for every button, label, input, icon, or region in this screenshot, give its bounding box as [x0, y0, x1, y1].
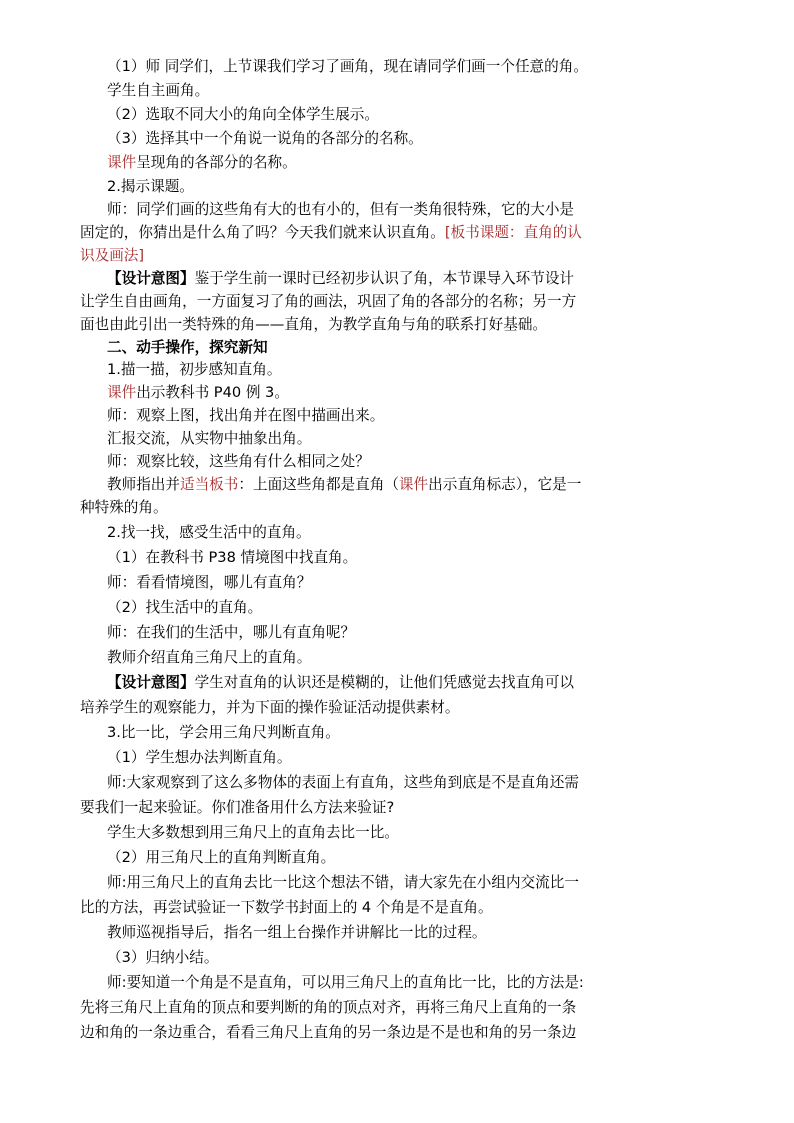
text-run: 2.找一找，感受生活中的直角。: [107, 524, 311, 541]
text-run: 教师巡视指导后，指名一组上台操作并讲解比一比的过程。: [107, 924, 487, 941]
text-run: 2.揭示课题。: [107, 178, 194, 195]
text-run: 汇报交流，从实物中抽象出角。: [107, 430, 312, 447]
text-run: 要我们一起来验证。你们准备用什么方法来验证?: [80, 799, 395, 816]
text-run: （1）在教科书 P38 情境图中找直角。: [107, 549, 358, 566]
text-line: [107, 430, 311, 448]
text-line: [107, 774, 579, 792]
text-line: [107, 476, 581, 494]
text-run: （1）学生想办法判断直角。: [107, 749, 292, 766]
text-line: [107, 154, 297, 172]
text-run: 边和角的一条边重合，看看三角尺上直角的另一条边是不是也和角的另一条边: [80, 1024, 577, 1041]
text-run: 师：看看情境图，哪儿有直角？: [107, 574, 312, 591]
text-run: 教师指出并: [107, 476, 180, 493]
text-run: （2）找生活中的直角。: [107, 599, 263, 616]
text-line: [107, 407, 384, 425]
text-run: 教师介绍直角三角尺上的直角。: [107, 649, 312, 666]
highlighted-text: 适当板书: [179, 476, 239, 493]
text-line: [80, 499, 168, 517]
text-run: 3.比一比，学会用三角尺判断直角。: [107, 724, 340, 741]
text-run: 学生对直角的认识还是模糊的，让他们凭感觉去找直角可以: [194, 674, 575, 691]
text-line: [107, 874, 579, 892]
highlighted-text: [板书课题：直角的认: [444, 224, 582, 241]
text-line: [107, 649, 311, 667]
text-line: [80, 999, 576, 1017]
text-line: [107, 924, 486, 942]
bold-text: 【设计意图】: [107, 674, 195, 691]
text-line: [107, 270, 574, 288]
bold-text: 【设计意图】: [107, 270, 195, 287]
highlighted-text: 课件: [107, 154, 137, 171]
text-line: [107, 453, 370, 471]
text-run: （3）归纳小结。: [107, 949, 219, 966]
text-run: （2）选取不同大小的角向全体学生展示。: [107, 106, 379, 123]
highlighted-text: 课件: [398, 476, 429, 493]
text-run: 比的方法，再尝试验证一下数学书封面上的 4 个角是不是直角。: [80, 899, 493, 916]
text-run: 师：观察上图，找出角并在图中描画出来。: [107, 407, 385, 424]
text-line: [107, 974, 584, 992]
text-line: [107, 574, 311, 592]
text-run: （2）用三角尺上的直角判断直角。: [107, 849, 336, 866]
text-line: [107, 674, 574, 692]
text-run: （3）选择其中一个角说一说角的各部分的名称。: [107, 130, 423, 147]
text-run: 学生大多数想到用三角尺上的直角去比一比。: [107, 824, 399, 841]
text-line: [107, 58, 588, 76]
text-line: [107, 599, 262, 617]
text-line: [80, 699, 459, 717]
highlighted-text: 识及画法]: [80, 247, 145, 264]
text-line: [107, 949, 218, 967]
text-run: 先将三角尺上直角的顶点和要判断的角的顶点对齐，再将三角尺上直角的一条: [80, 999, 577, 1016]
text-line: [80, 224, 582, 242]
text-run: 面也由此引出一类特殊的角——直角，为教学直角与角的联系打好基础。: [80, 316, 548, 333]
text-run: 培养学生的观察能力，并为下面的操作验证活动提供素材。: [80, 699, 460, 716]
highlighted-text: 课件: [107, 384, 137, 401]
text-run: ：上面这些角都是直角（: [238, 476, 399, 493]
text-line: [107, 524, 311, 542]
text-run: 出示教科书 P40 例 3。: [136, 384, 289, 401]
text-run: （1）师 同学们，上节课我们学习了画角，现在请同学们画一个任意的角。: [107, 58, 588, 75]
text-run: 1.描一描，初步感知直角。: [107, 361, 282, 378]
text-run: 师：观察比较，这些角有什么相同之处？: [107, 453, 370, 470]
text-run: 师:要知道一个角是不是直角，可以用三角尺上的直角比一比，比的方法是:: [107, 974, 584, 991]
text-line: [107, 749, 291, 767]
text-line: [107, 549, 357, 567]
text-line: [107, 624, 355, 642]
text-line: [107, 82, 209, 100]
text-line: [107, 130, 423, 148]
text-run: 种特殊的角。: [80, 499, 168, 516]
text-run: 师:用三角尺上的直角去比一比这个想法不错，请大家先在小组内交流比一: [107, 874, 579, 891]
text-line: [107, 201, 574, 219]
text-run: 师：同学们画的这些角有大的也有小的，但有一类角很特殊，它的大小是: [107, 201, 575, 218]
bold-text: 二、动手操作，探究新知: [107, 339, 268, 356]
text-run: 师：在我们的生活中，哪儿有直角呢？: [107, 624, 356, 641]
text-line: [107, 384, 289, 402]
text-line: [80, 293, 576, 311]
text-line: [107, 178, 194, 196]
text-run: 固定的，你猜出是什么角了吗？今天我们就来认识直角。: [80, 224, 445, 241]
text-run: 师:大家观察到了这么多物体的表面上有直角，这些角到底是不是直角还需: [107, 774, 579, 791]
text-line: [107, 106, 379, 124]
text-line: [80, 316, 547, 334]
text-line: [107, 724, 340, 742]
text-line: [107, 849, 335, 867]
text-line: [80, 899, 493, 917]
text-run: 鉴于学生前一课时已经初步认识了角，本节课导入环节设计: [194, 270, 575, 287]
text-line: [80, 799, 394, 817]
text-run: 出示直角标志），它是一: [428, 476, 582, 493]
text-line: [107, 339, 268, 357]
text-line: [107, 824, 399, 842]
text-run: 呈现角的各部分的名称。: [136, 154, 297, 171]
text-line: [107, 361, 281, 379]
text-line: [80, 1024, 576, 1042]
text-run: 让学生自由画角，一方面复习了角的画法，巩固了角的各部分的名称；另一方: [80, 293, 577, 310]
text-run: 学生自主画角。: [107, 82, 210, 99]
text-line: [80, 247, 144, 265]
